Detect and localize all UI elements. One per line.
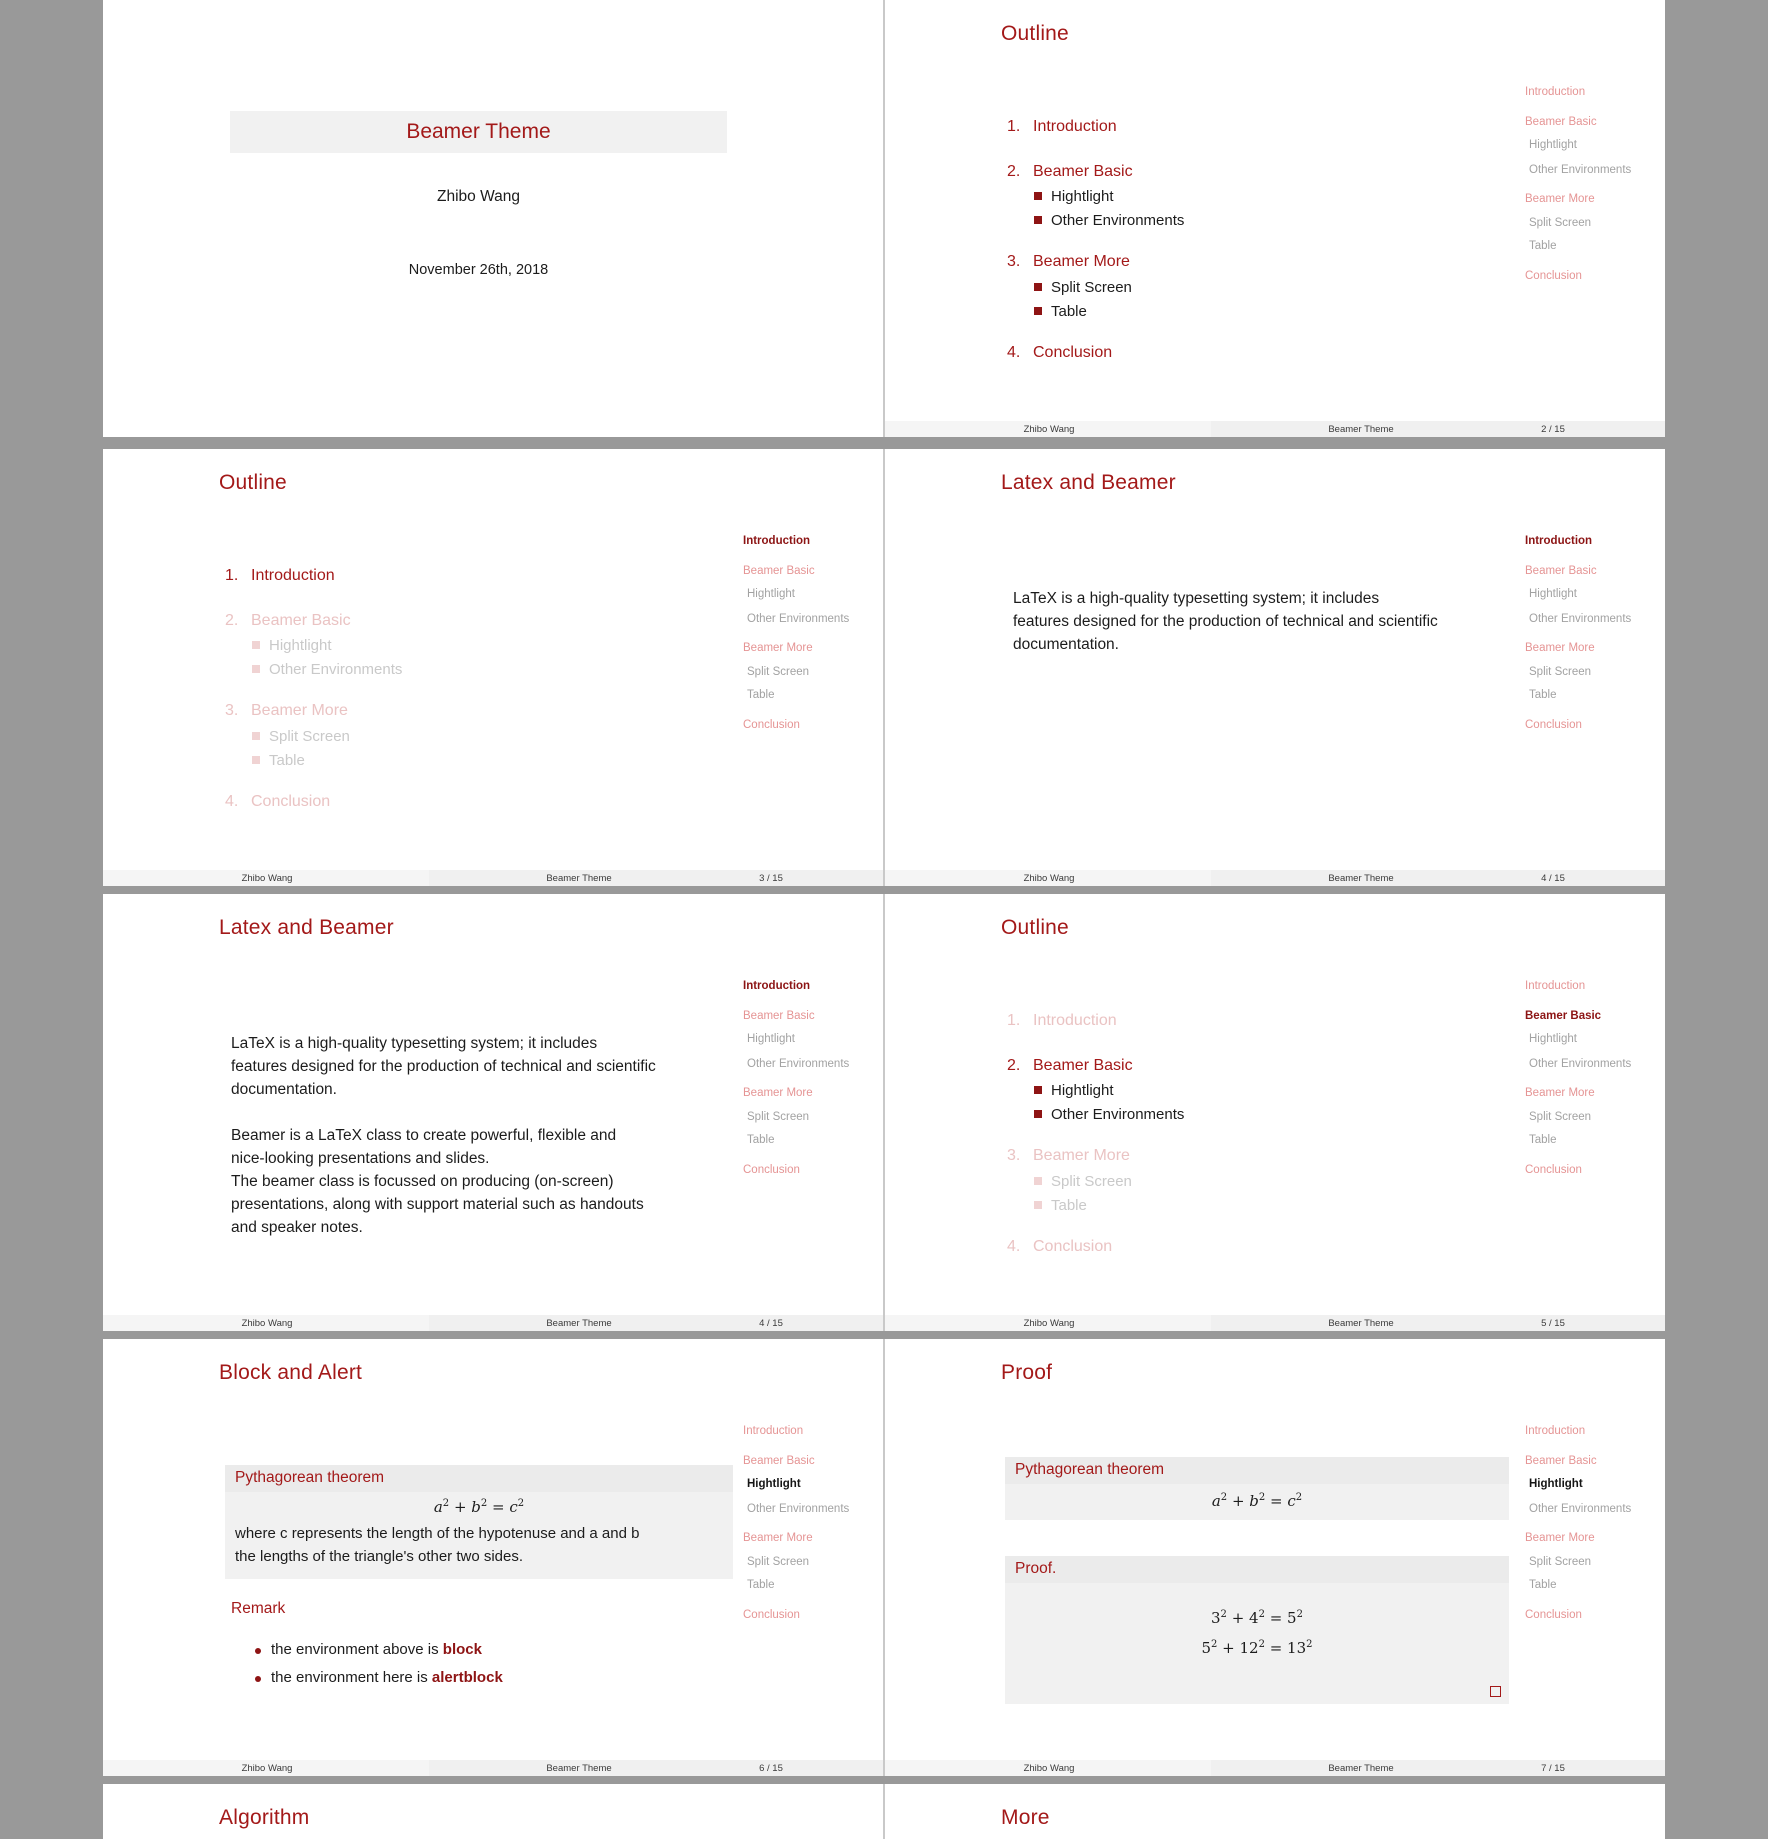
outline-subitem-label: Table — [269, 752, 305, 769]
footer-title-box — [1211, 1760, 1665, 1776]
sidebar-entry-other-environments[interactable]: Other Environments — [747, 1503, 850, 1515]
body-text-line: presentations, along with support material such as handouts — [231, 1196, 644, 1213]
sidebar-entry-beamer-basic[interactable]: Beamer Basic — [1525, 565, 1597, 577]
sidebar-entry-other-environments[interactable]: Other Environments — [1529, 1503, 1632, 1515]
sidebar-entry-split-screen[interactable]: Split Screen — [1529, 666, 1592, 678]
sidebar-entry-beamer-more[interactable]: Beamer More — [743, 1532, 813, 1544]
outline-item-label: Beamer Basic — [1033, 163, 1133, 180]
sidebar-entry-other-environments[interactable]: Other Environments — [1529, 613, 1632, 625]
outline-item-beamer-more[interactable] — [225, 702, 348, 720]
footer-page-number: 6 / 15 — [759, 1763, 783, 1774]
sidebar-entry-introduction[interactable]: Introduction — [743, 535, 811, 547]
footer-doc-title: Beamer Theme — [1328, 1318, 1394, 1329]
footline — [103, 1315, 883, 1331]
sidebar-entry-beamer-more[interactable]: Beamer More — [1525, 642, 1595, 654]
page-divider — [883, 449, 885, 886]
outline-item-number: 3. — [1007, 253, 1021, 270]
outline-item-label: Beamer Basic — [1033, 1057, 1133, 1074]
footer-doc-title: Beamer Theme — [1328, 873, 1394, 884]
square-bullet-icon — [1034, 1201, 1042, 1209]
sidebar-entry-beamer-basic[interactable]: Beamer Basic — [743, 1455, 815, 1467]
sidebar-entry-other-environments[interactable]: Other Environments — [1529, 164, 1632, 176]
formula: $a^2 + b^2 = c^2$ — [1211, 1492, 1303, 1510]
formula: $5^2 + 12^2 = 13^2$ — [1201, 1639, 1313, 1657]
sidebar-entry-conclusion[interactable]: Conclusion — [743, 719, 800, 731]
square-bullet-icon — [1034, 1110, 1042, 1118]
footer-title-box — [1211, 870, 1665, 886]
footer-title-box — [429, 1315, 883, 1331]
footer-doc-title: Beamer Theme — [546, 1318, 612, 1329]
slide-title: Outline — [1001, 22, 1069, 45]
sidebar-entry-hightlight[interactable]: Hightlight — [747, 588, 795, 600]
slide-title: More — [1001, 1806, 1050, 1829]
sidebar-entry-table[interactable]: Table — [747, 689, 775, 701]
footer-doc-title: Beamer Theme — [1328, 424, 1394, 435]
footline — [885, 421, 1665, 437]
outline-item-beamer-more[interactable] — [1007, 253, 1130, 271]
outline-item-label: Beamer Basic — [251, 612, 351, 629]
outline-subitem-label: Other Environments — [1051, 212, 1185, 229]
remark-bullet-prefix: the environment here is — [271, 1669, 432, 1686]
remark-header: Remark — [231, 1600, 286, 1617]
block-title: Proof. — [1015, 1560, 1057, 1577]
footline — [885, 1760, 1665, 1776]
sidebar-entry-hightlight[interactable]: Hightlight — [1529, 1478, 1583, 1490]
sidebar-entry-split-screen[interactable]: Split Screen — [1529, 1111, 1592, 1123]
outline-item-label: Conclusion — [251, 793, 331, 810]
outline-item-conclusion[interactable] — [1007, 1238, 1112, 1256]
sidebar-entry-table[interactable]: Table — [1529, 1134, 1557, 1146]
sidebar-entry-beamer-basic[interactable]: Beamer Basic — [1525, 1455, 1597, 1467]
sidebar-entry-beamer-more[interactable]: Beamer More — [1525, 1532, 1595, 1544]
sidebar-entry-introduction[interactable]: Introduction — [743, 1425, 804, 1437]
square-bullet-icon — [252, 756, 260, 764]
sidebar-entry-table[interactable]: Table — [747, 1134, 775, 1146]
sidebar-entry-table[interactable]: Table — [1529, 689, 1557, 701]
sidebar-entry-split-screen[interactable]: Split Screen — [747, 666, 810, 678]
slide-3[interactable] — [103, 449, 883, 886]
body-text-line: documentation. — [1013, 636, 1119, 653]
outline-item-number: 2. — [225, 612, 239, 629]
outline-subitem-other-environments[interactable] — [1034, 1106, 1184, 1123]
body-text-line: nice-looking presentations and slides. — [231, 1150, 490, 1167]
sidebar-entry-table[interactable]: Table — [1529, 240, 1557, 252]
outline-item-label: Introduction — [251, 567, 335, 584]
footer-page-number: 4 / 15 — [1541, 873, 1565, 884]
page-divider — [883, 894, 885, 1331]
remark-bullet-text — [271, 1669, 503, 1686]
footer-author: Zhibo Wang — [241, 873, 293, 884]
outline-item-beamer-basic[interactable] — [1007, 1057, 1133, 1075]
outline-subitem-hightlight[interactable] — [1034, 188, 1114, 205]
footer-author: Zhibo Wang — [241, 1763, 293, 1774]
sidebar-entry-hightlight[interactable]: Hightlight — [1529, 1033, 1577, 1045]
outline-subitem-label: Table — [1051, 303, 1087, 320]
outline-subitem-hightlight[interactable] — [252, 637, 332, 654]
outline-item-beamer-more[interactable] — [1007, 1147, 1130, 1165]
slide-title: Block and Alert — [219, 1361, 363, 1384]
sidebar-entry-beamer-more[interactable]: Beamer More — [743, 1087, 813, 1099]
outline-item-label: Conclusion — [1033, 344, 1113, 361]
slide-7[interactable] — [103, 1339, 883, 1776]
outline-item-label: Introduction — [1033, 1012, 1117, 1029]
remark-bullet-prefix: the environment above is — [271, 1641, 443, 1658]
slide-title: Latex and Beamer — [1001, 471, 1176, 494]
footer-title-box — [1211, 421, 1665, 437]
body-paragraph — [231, 1032, 656, 1101]
sidebar-entry-introduction[interactable]: Introduction — [1525, 1425, 1586, 1437]
outline-subitem-label: Hightlight — [1051, 1082, 1114, 1099]
body-text-line: documentation. — [231, 1081, 337, 1098]
body-text-line: features designed for the production of technical and scientific — [231, 1058, 656, 1075]
proof-block — [1005, 1556, 1509, 1704]
sidebar-entry-beamer-more[interactable]: Beamer More — [743, 642, 813, 654]
sidebar-entry-split-screen[interactable]: Split Screen — [1529, 217, 1592, 229]
outline-item-number: 4. — [225, 793, 239, 810]
outline-item-label: Beamer More — [251, 702, 348, 719]
footer-page-number: 3 / 15 — [759, 873, 783, 884]
sidebar-entry-beamer-more[interactable]: Beamer More — [1525, 1087, 1595, 1099]
sidebar-entry-beamer-more[interactable]: Beamer More — [1525, 193, 1595, 205]
outline-item-number: 3. — [225, 702, 239, 719]
body-text-line: The beamer class is focussed on producing (on-screen) — [231, 1173, 614, 1190]
slide-title: Algorithm — [219, 1806, 310, 1829]
page-divider — [883, 1784, 885, 1839]
block-title: Pythagorean theorem — [235, 1469, 385, 1486]
sidebar-entry-hightlight[interactable]: Hightlight — [747, 1033, 795, 1045]
slide-6[interactable] — [885, 894, 1665, 1331]
footer-title-box — [1211, 1315, 1665, 1331]
slide-10[interactable] — [885, 1784, 1665, 1839]
body-text-line: and speaker notes. — [231, 1219, 363, 1236]
outline-item-beamer-basic[interactable] — [1007, 163, 1133, 181]
remark-bullet-text — [271, 1641, 482, 1658]
outline-item-beamer-basic[interactable] — [225, 612, 351, 630]
footer-page-number: 4 / 15 — [759, 1318, 783, 1329]
outline-subitem-other-environments[interactable] — [252, 661, 402, 678]
outline-item-introduction[interactable] — [1007, 118, 1117, 136]
outline-subitem-table[interactable] — [1034, 303, 1087, 320]
footer-author: Zhibo Wang — [241, 1318, 293, 1329]
sidebar-entry-conclusion[interactable]: Conclusion — [1525, 719, 1582, 731]
sidebar-entry-conclusion[interactable]: Conclusion — [1525, 270, 1582, 282]
block-header-strip — [1005, 1556, 1509, 1583]
outline-item-label: Conclusion — [1033, 1238, 1113, 1255]
formula: $3^2 + 4^2 = 5^2$ — [1211, 1609, 1303, 1627]
footer-doc-title: Beamer Theme — [546, 1763, 612, 1774]
square-bullet-icon — [252, 641, 260, 649]
footer-doc-title: Beamer Theme — [1328, 1763, 1394, 1774]
round-bullet-icon — [255, 1676, 261, 1682]
sidebar-entry-introduction[interactable]: Introduction — [743, 980, 811, 992]
outline-item-number: 1. — [1007, 1012, 1021, 1029]
sidebar-entry-conclusion[interactable]: Conclusion — [743, 1164, 800, 1176]
sidebar-entry-introduction[interactable]: Introduction — [1525, 86, 1586, 98]
footer-title-box — [429, 1760, 883, 1776]
outline-item-number: 1. — [225, 567, 239, 584]
square-bullet-icon — [1034, 1086, 1042, 1094]
square-bullet-icon — [1034, 192, 1042, 200]
square-bullet-icon — [252, 732, 260, 740]
sidebar-entry-split-screen[interactable]: Split Screen — [1529, 1556, 1592, 1568]
outline-subitem-table[interactable] — [1034, 1197, 1087, 1214]
outline-item-introduction[interactable] — [225, 567, 335, 585]
footline — [885, 1315, 1665, 1331]
outline-item-number: 4. — [1007, 1238, 1021, 1255]
outline-subitem-label: Other Environments — [1051, 1106, 1185, 1123]
sidebar-entry-beamer-basic[interactable]: Beamer Basic — [1525, 116, 1597, 128]
outline-subitem-label: Hightlight — [1051, 188, 1114, 205]
sidebar-entry-introduction[interactable]: Introduction — [1525, 980, 1586, 992]
presentation-date: November 26th, 2018 — [408, 262, 549, 278]
outline-item-label: Introduction — [1033, 118, 1117, 135]
theorem-block — [1005, 1457, 1509, 1520]
slide-2[interactable] — [885, 0, 1665, 437]
slide-title: Proof — [1001, 1361, 1053, 1384]
outline-subitem-label: Table — [1051, 1197, 1087, 1214]
square-bullet-icon — [1034, 307, 1042, 315]
sidebar-entry-split-screen[interactable]: Split Screen — [747, 1556, 810, 1568]
slide-9[interactable] — [103, 1784, 883, 1839]
outline-item-label: Beamer More — [1033, 1147, 1130, 1164]
footline — [885, 870, 1665, 886]
sidebar-entry-hightlight[interactable]: Hightlight — [1529, 588, 1577, 600]
slide-4[interactable] — [885, 449, 1665, 886]
footer-title-box — [429, 870, 883, 886]
outline-item-introduction[interactable] — [1007, 1012, 1117, 1030]
slide-5[interactable] — [103, 894, 883, 1331]
body-text-line: LaTeX is a high-quality typesetting system; it includes — [1013, 590, 1380, 607]
body-paragraph — [1013, 587, 1438, 656]
outline-subitem-label: Split Screen — [269, 728, 350, 745]
sidebar-entry-beamer-basic[interactable]: Beamer Basic — [743, 565, 815, 577]
footer-author: Zhibo Wang — [1023, 1763, 1075, 1774]
square-bullet-icon — [1034, 1177, 1042, 1185]
round-bullet-icon — [255, 1648, 261, 1654]
remark-bullet-keyword: alertblock — [431, 1669, 503, 1686]
sidebar-entry-split-screen[interactable]: Split Screen — [747, 1111, 810, 1123]
sidebar-entry-beamer-basic[interactable]: Beamer Basic — [1525, 1010, 1602, 1022]
presentation-title: Beamer Theme — [406, 120, 551, 143]
outline-subitem-label: Split Screen — [1051, 1173, 1132, 1190]
outline-subitem-split-screen[interactable] — [252, 728, 350, 745]
formula: $a^2 + b^2 = c^2$ — [433, 1498, 525, 1516]
outline-subitem-hightlight[interactable] — [1034, 1082, 1114, 1099]
footer-author: Zhibo Wang — [1023, 1318, 1075, 1329]
outline-subitem-label: Hightlight — [269, 637, 332, 654]
sidebar-entry-table[interactable]: Table — [747, 1579, 775, 1591]
body-text-line: Beamer is a LaTeX class to create powerful, flexible and — [231, 1127, 617, 1144]
body-text-line: LaTeX is a high-quality typesetting system; it includes — [231, 1035, 598, 1052]
sidebar-entry-other-environments[interactable]: Other Environments — [747, 1058, 850, 1070]
footer-doc-title: Beamer Theme — [546, 873, 612, 884]
block-body-line: the lengths of the triangle's other two sides. — [235, 1548, 524, 1565]
outline-item-conclusion[interactable] — [1007, 344, 1112, 362]
outline-item-number: 2. — [1007, 1057, 1021, 1074]
presentation-author: Zhibo Wang — [437, 188, 520, 205]
sidebar-entry-conclusion[interactable]: Conclusion — [743, 1609, 800, 1621]
footer-page-number: 2 / 15 — [1541, 424, 1565, 435]
body-paragraph — [231, 1124, 644, 1239]
slide-1[interactable] — [103, 0, 883, 437]
square-bullet-icon — [1034, 283, 1042, 291]
outline-item-number: 1. — [1007, 118, 1021, 135]
outline-subitem-other-environments[interactable] — [1034, 212, 1184, 229]
outline-subitem-split-screen[interactable] — [1034, 279, 1132, 296]
page-divider — [883, 0, 885, 437]
title-banner — [230, 111, 727, 153]
sidebar-entry-hightlight[interactable]: Hightlight — [1529, 139, 1577, 151]
sidebar-entry-table[interactable]: Table — [1529, 1579, 1557, 1591]
slide-title: Outline — [1001, 916, 1069, 939]
remark-bullet-keyword: block — [442, 1641, 482, 1658]
theorem-block — [225, 1465, 733, 1579]
sidebar-entry-beamer-basic[interactable]: Beamer Basic — [743, 1010, 815, 1022]
sidebar-entry-introduction[interactable]: Introduction — [1525, 535, 1593, 547]
square-bullet-icon — [1034, 216, 1042, 224]
outline-subitem-split-screen[interactable] — [1034, 1173, 1132, 1190]
qed-square-icon — [1490, 1686, 1501, 1697]
slide-8[interactable] — [885, 1339, 1665, 1776]
footer-author: Zhibo Wang — [1023, 873, 1075, 884]
slide-title: Latex and Beamer — [219, 916, 394, 939]
slide-title: Outline — [219, 471, 287, 494]
outline-item-number: 4. — [1007, 344, 1021, 361]
footline — [103, 870, 883, 886]
outline-subitem-label: Other Environments — [269, 661, 403, 678]
footer-page-number: 7 / 15 — [1541, 1763, 1565, 1774]
sidebar-entry-other-environments[interactable]: Other Environments — [1529, 1058, 1632, 1070]
outline-item-label: Beamer More — [1033, 253, 1130, 270]
page-divider — [883, 1339, 885, 1776]
sidebar-entry-conclusion[interactable]: Conclusion — [1525, 1164, 1582, 1176]
sidebar-entry-conclusion[interactable]: Conclusion — [1525, 1609, 1582, 1621]
footline — [103, 1760, 883, 1776]
footer-page-number: 5 / 15 — [1541, 1318, 1565, 1329]
outline-item-number: 2. — [1007, 163, 1021, 180]
sidebar-entry-hightlight[interactable]: Hightlight — [747, 1478, 801, 1490]
outline-subitem-table[interactable] — [252, 752, 305, 769]
outline-item-conclusion[interactable] — [225, 793, 330, 811]
block-body-line: where c represents the length of the hypotenuse and a and b — [235, 1525, 640, 1542]
block-title: Pythagorean theorem — [1015, 1461, 1165, 1478]
square-bullet-icon — [252, 665, 260, 673]
outline-item-number: 3. — [1007, 1147, 1021, 1164]
outline-subitem-label: Split Screen — [1051, 279, 1132, 296]
footer-author: Zhibo Wang — [1023, 424, 1075, 435]
sidebar-entry-other-environments[interactable]: Other Environments — [747, 613, 850, 625]
body-text-line: features designed for the production of technical and scientific — [1013, 613, 1438, 630]
